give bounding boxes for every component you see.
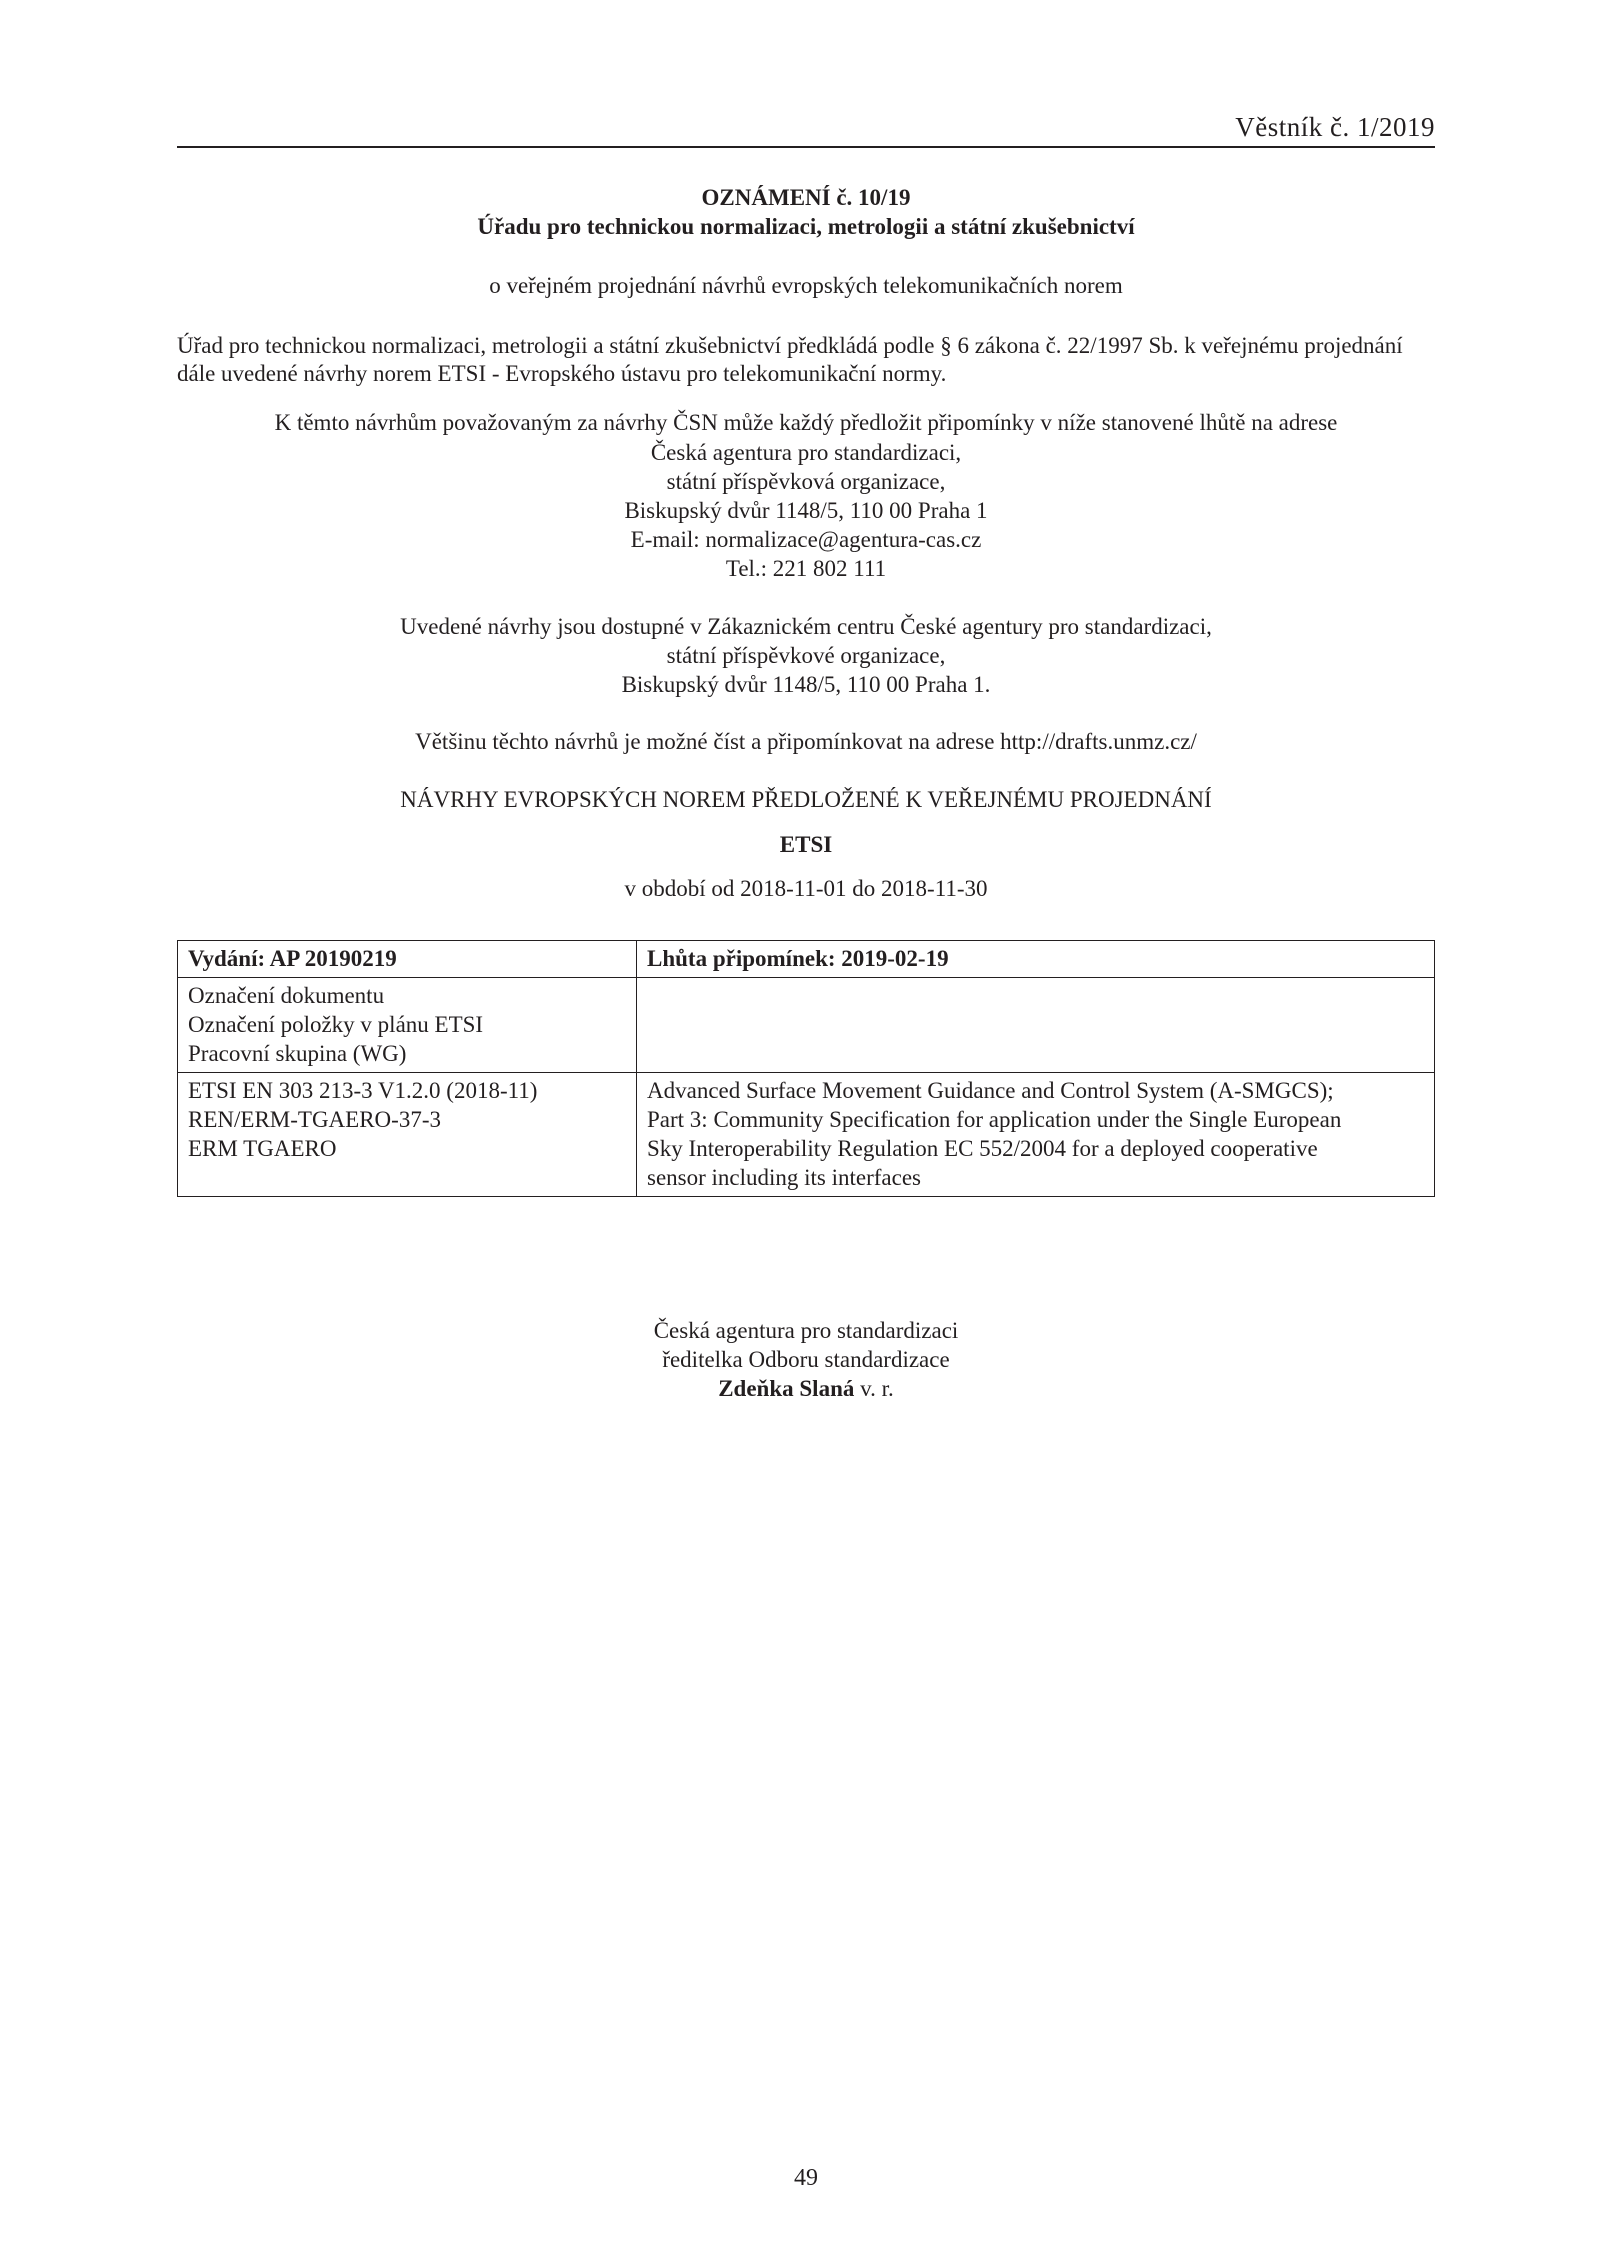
signature-agency: Česká agentura pro standardizaci [653, 1318, 959, 1343]
title-line: Part 3: Community Specification for application under the Single European [647, 1107, 1342, 1132]
intro-line-2: dále uvedené návrhy norem ETSI - Evropského ústavu pro telekomunikační normy. [177, 361, 947, 386]
bulletin-header: Věstník č. 1/2019 [1235, 112, 1435, 142]
working-group: ERM TGAERO [188, 1136, 337, 1161]
page-number: 49 [794, 2165, 818, 2191]
signature-block [177, 1316, 1435, 1403]
intro-line-1: Úřad pro technickou normalizaci, metrologii a státní zkušebnictví předkládá podle § 6 zákona č. 22/1997 Sb. k veřejnému projednání [177, 333, 1403, 358]
document-designation: ETSI EN 303 213-3 V1.2.0 (2018-11) [188, 1078, 538, 1103]
availability-block [177, 612, 1435, 699]
intro-paragraph [177, 332, 1435, 388]
work-item: REN/ERM-TGAERO-37-3 [188, 1107, 441, 1132]
organization-heading: ETSI [779, 832, 833, 857]
header-rule [177, 146, 1435, 148]
web-note: Většinu těchto návrhů je možné číst a připomínkovat na adrese http://drafts.unmz.cz/ [415, 729, 1197, 754]
address-line: státní příspěvková organizace, [666, 469, 946, 494]
drafts-table [177, 940, 1435, 1197]
signature-name: Zdeňka Slaná [718, 1376, 855, 1401]
title-line: Advanced Surface Movement Guidance and Control System (A-SMGCS); [647, 1078, 1334, 1103]
notice-subtitle: o veřejném projednání návrhů evropských telekomunikačních norem [489, 273, 1123, 298]
document-ids-cell [178, 1073, 637, 1197]
title-line: Sky Interoperability Regulation EC 552/2004 for a deployed cooperative [647, 1136, 1318, 1161]
signature-position: ředitelka Odboru standardizace [662, 1347, 950, 1372]
drafts-heading: NÁVRHY EVROPSKÝCH NOREM PŘEDLOŽENÉ K VEŘEJNÉMU PROJEDNÁNÍ [400, 787, 1212, 812]
notice-title: OZNÁMENÍ č. 10/19 [701, 185, 911, 210]
address-phone: Tel.: 221 802 111 [725, 556, 887, 581]
address-block [177, 438, 1435, 583]
table-row [178, 1073, 1435, 1197]
table-header-row [178, 941, 1435, 978]
address-line: Biskupský dvůr 1148/5, 110 00 Praha 1 [624, 498, 988, 523]
signature-name-line [177, 1374, 1435, 1403]
title-line: sensor including its interfaces [647, 1165, 922, 1190]
deadline-cell: Lhůta připomínek: 2019-02-19 [637, 941, 1435, 978]
document-title-cell [637, 1073, 1435, 1197]
legend-line: Pracovní skupina (WG) [188, 1041, 407, 1066]
availability-line: Biskupský dvůr 1148/5, 110 00 Praha 1. [621, 672, 991, 697]
table-legend-row [178, 978, 1435, 1073]
comments-intro: K těmto návrhům považovaným za návrhy ČSN může každý předložit připomínky v níže stanovené lhůtě na adrese [274, 410, 1338, 435]
availability-line: státní příspěvkové organizace, [666, 643, 946, 668]
signature-suffix: v. r. [854, 1376, 894, 1401]
availability-line: Uvedené návrhy jsou dostupné v Zákaznickém centru České agentury pro standardizaci, [400, 614, 1212, 639]
notice-office: Úřadu pro technickou normalizaci, metrologii a státní zkušebnictví [477, 214, 1135, 239]
period-text: v období od 2018-11-01 do 2018-11-30 [624, 876, 988, 901]
legend-cell [178, 978, 637, 1073]
empty-cell [637, 978, 1435, 1073]
issue-cell: Vydání: AP 20190219 [178, 941, 637, 978]
legend-line: Označení položky v plánu ETSI [188, 1012, 484, 1037]
legend-line: Označení dokumentu [188, 983, 385, 1008]
address-email: E-mail: normalizace@agentura-cas.cz [630, 527, 982, 552]
address-line: Česká agentura pro standardizaci, [650, 440, 962, 465]
